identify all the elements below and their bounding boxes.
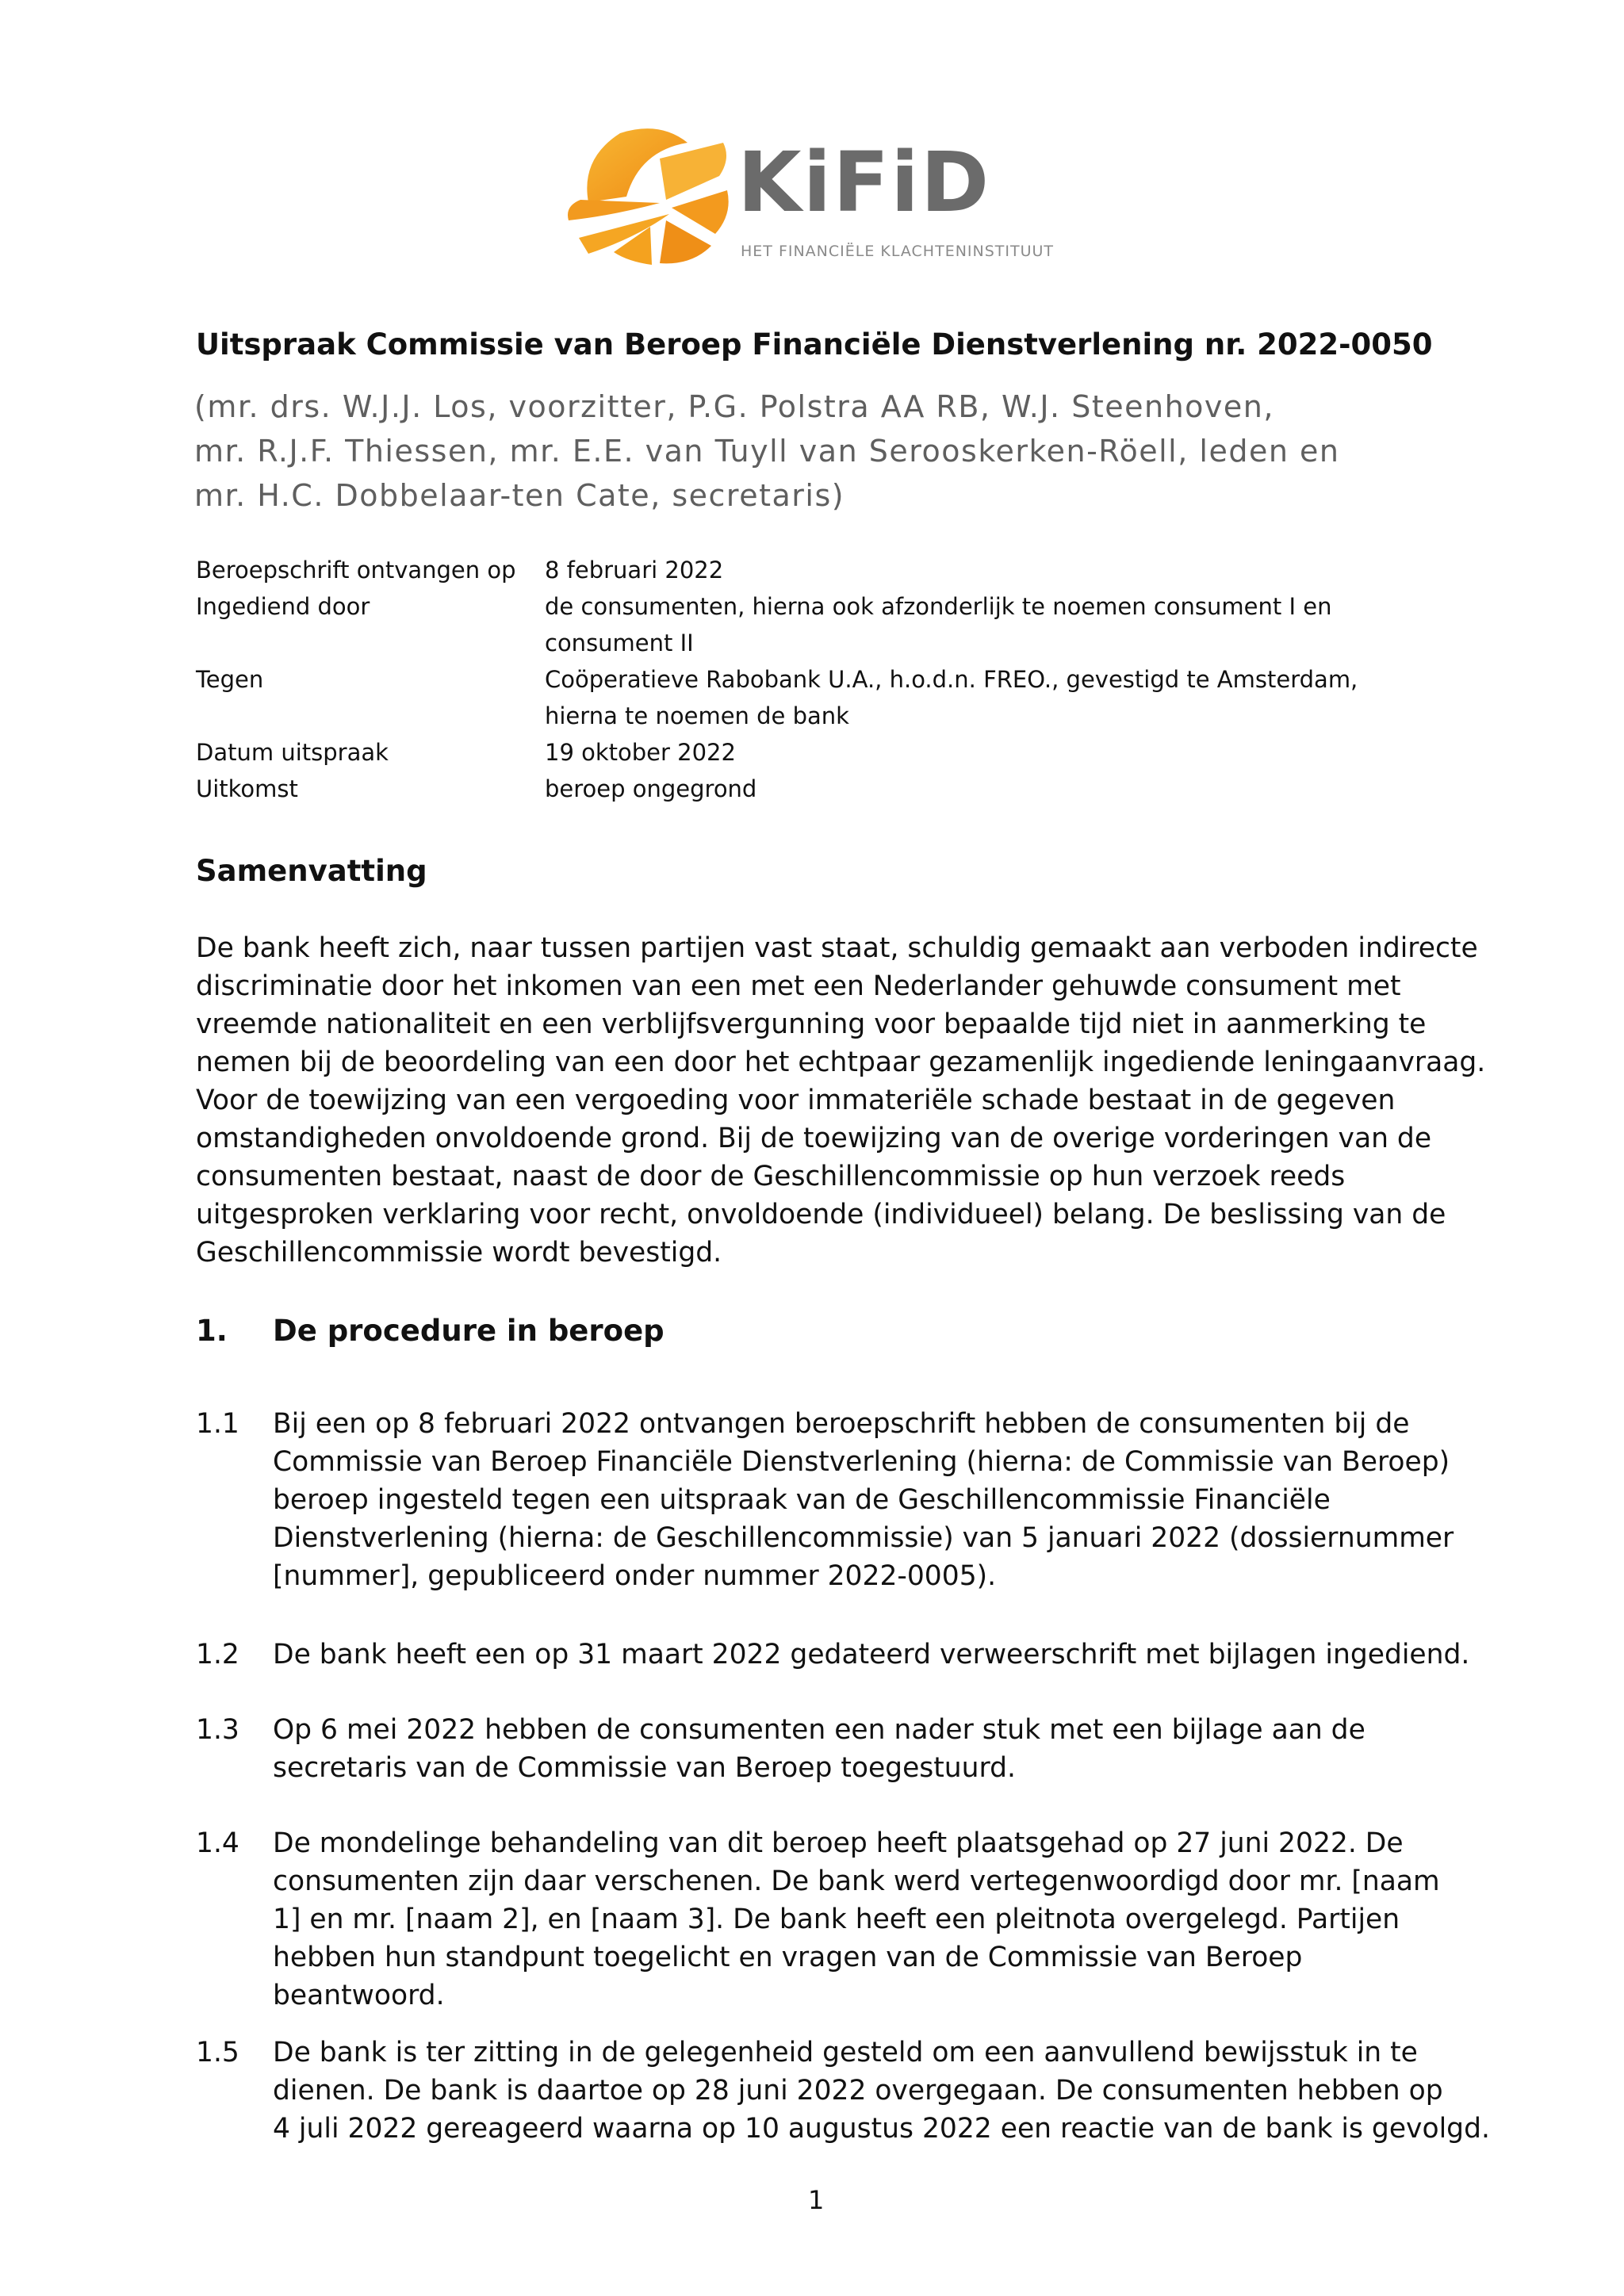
paragraph-body: [273, 1711, 1462, 1787]
paragraph-body: [273, 1636, 1470, 1674]
summary-line: De bank heeft zich, naar tussen partijen vast staat, schuldig gemaakt aan verboden indirecte: [196, 932, 1478, 964]
paragraph-number: 1.3: [196, 1714, 239, 1746]
paragraph-line: beantwoord.: [273, 1980, 445, 2011]
paragraph-line: hebben hun standpunt toegelicht en vragen van de Commissie van Beroep: [273, 1942, 1303, 1973]
paragraph-number: 1.1: [196, 1408, 239, 1440]
meta-label: Uitkomst: [196, 775, 298, 802]
summary-line: Geschillencommissie wordt bevestigd.: [196, 1237, 722, 1269]
meta-value-line: 19 oktober 2022: [545, 739, 736, 766]
committee-members: [194, 385, 1463, 518]
paragraph-number: 1.5: [196, 2037, 239, 2068]
meta-label: Beroepschrift ontvangen op: [196, 557, 516, 584]
paragraph-line: Dienstverlening (hierna: de Geschillencommissie) van 5 januari 2022 (dossiernummer: [273, 1522, 1454, 1554]
paragraph-line: [nummer], gepubliceerd onder nummer 2022-0005).: [273, 1560, 997, 1592]
meta-value-line: beroep ongegrond: [545, 775, 757, 802]
paragraph-line: De mondelinge behandeling van dit beroep heeft plaatsgehad op 27 juni 2022. De: [273, 1827, 1404, 1859]
meta-value-line: consument II: [545, 629, 694, 656]
kifid-logo: [565, 127, 1072, 270]
meta-value: [545, 552, 1385, 588]
summary-line: consumenten bestaat, naast de door de Geschillencommissie op hun verzoek reeds: [196, 1161, 1346, 1192]
summary-paragraph: [196, 929, 1486, 1272]
paragraph-number: 1.2: [196, 1639, 239, 1670]
paragraph-line: Commissie van Beroep Financiële Dienstverlening (hierna: de Commissie van Beroep): [273, 1446, 1450, 1478]
paragraph-line: dienen. De bank is daartoe op 28 juni 2022 overgegaan. De consumenten hebben op: [273, 2075, 1443, 2107]
paragraph-line: 1] en mr. [naam 2], en [naam 3]. De bank heeft een pleitnota overgelegd. Partijen: [273, 1904, 1400, 1935]
section-title: De procedure in beroep: [273, 1314, 665, 1348]
section-number: 1.: [196, 1314, 228, 1348]
meta-value-line: de consumenten, hierna ook afzonderlijk te noemen consument I en: [545, 593, 1332, 620]
summary-line: nemen bij de beoordeling van een door het echtpaar gezamenlijk ingediende leningaanvraag.: [196, 1047, 1486, 1078]
paragraph-body: [273, 1405, 1462, 1595]
meta-value: [545, 588, 1385, 661]
meta-value-line: hierna te noemen de bank: [545, 702, 849, 729]
meta-row: [196, 661, 1385, 734]
paragraph-line: consumenten zijn daar verschenen. De bank werd vertegenwoordigd door mr. [naam: [273, 1866, 1440, 1897]
sun-logo-icon: [565, 127, 731, 266]
document-title: Uitspraak Commissie van Beroep Financiële Dienstverlening nr. 2022-0050: [196, 327, 1433, 362]
paragraph-line: secretaris van de Commissie van Beroep toegestuurd.: [273, 1752, 1016, 1784]
page-number: 1: [808, 2185, 825, 2215]
summary-heading: Samenvatting: [196, 854, 427, 888]
paragraph-line: 4 juli 2022 gereageerd waarna op 10 augustus 2022 een reactie van de bank is gevolgd.: [273, 2113, 1490, 2145]
section-1-heading: [196, 1314, 665, 1348]
meta-value-line: 8 februari 2022: [545, 557, 724, 584]
paragraph-line: De bank heeft een op 31 maart 2022 gedateerd verweerschrift met bijlagen ingediend.: [273, 1639, 1470, 1670]
summary-line: uitgesproken verklaring voor recht, onvoldoende (individueel) belang. De beslissing van de: [196, 1199, 1446, 1230]
meta-row: [196, 734, 1385, 771]
paragraph-line: Op 6 mei 2022 hebben de consumenten een nader stuk met een bijlage aan de: [273, 1714, 1365, 1746]
meta-value: [545, 661, 1385, 734]
meta-row: [196, 588, 1385, 661]
summary-line: Voor de toewijzing van een vergoeding voor immateriële schade bestaat in de gegeven: [196, 1085, 1396, 1116]
logo-wordmark: KiFiD: [737, 134, 991, 231]
paragraph-body: [273, 2034, 1490, 2148]
subtitle-line: (mr. drs. W.J.J. Los, voorzitter, P.G. Polstra AA RB, W.J. Steenhoven,: [194, 389, 1274, 424]
meta-row: [196, 552, 1385, 588]
meta-label: Ingediend door: [196, 593, 370, 620]
summary-line: omstandigheden onvoldoende grond. Bij de toewijzing van de overige vorderingen van de: [196, 1123, 1432, 1154]
summary-line: discriminatie door het inkomen van een met een Nederlander gehuwde consument met: [196, 970, 1401, 1002]
meta-value: [545, 771, 1385, 807]
paragraph-line: De bank is ter zitting in de gelegenheid gesteld om een aanvullend bewijsstuk in te: [273, 2037, 1418, 2068]
logo-tagline: HET FINANCIËLE KLACHTENINSTITUUT: [741, 243, 1055, 260]
meta-label: Datum uitspraak: [196, 739, 389, 766]
meta-label: Tegen: [196, 666, 264, 693]
meta-value: [545, 734, 1385, 771]
meta-value-line: Coöperatieve Rabobank U.A., h.o.d.n. FREO., gevestigd te Amsterdam,: [545, 666, 1358, 693]
subtitle-line: mr. H.C. Dobbelaar-ten Cate, secretaris): [194, 478, 845, 513]
meta-row: [196, 771, 1385, 807]
paragraph-number: 1.4: [196, 1827, 239, 1859]
paragraph-line: Bij een op 8 februari 2022 ontvangen beroepschrift hebben de consumenten bij de: [273, 1408, 1410, 1440]
paragraph-body: [273, 1824, 1462, 2015]
summary-line: vreemde nationaliteit en een verblijfsvergunning voor bepaalde tijd niet in aanmerking te: [196, 1008, 1427, 1040]
case-metadata: [196, 552, 1385, 807]
subtitle-line: mr. R.J.F. Thiessen, mr. E.E. van Tuyll van Serooskerken-Röell, leden en: [194, 434, 1340, 469]
paragraph-line: beroep ingesteld tegen een uitspraak van de Geschillencommissie Financiële: [273, 1484, 1331, 1516]
